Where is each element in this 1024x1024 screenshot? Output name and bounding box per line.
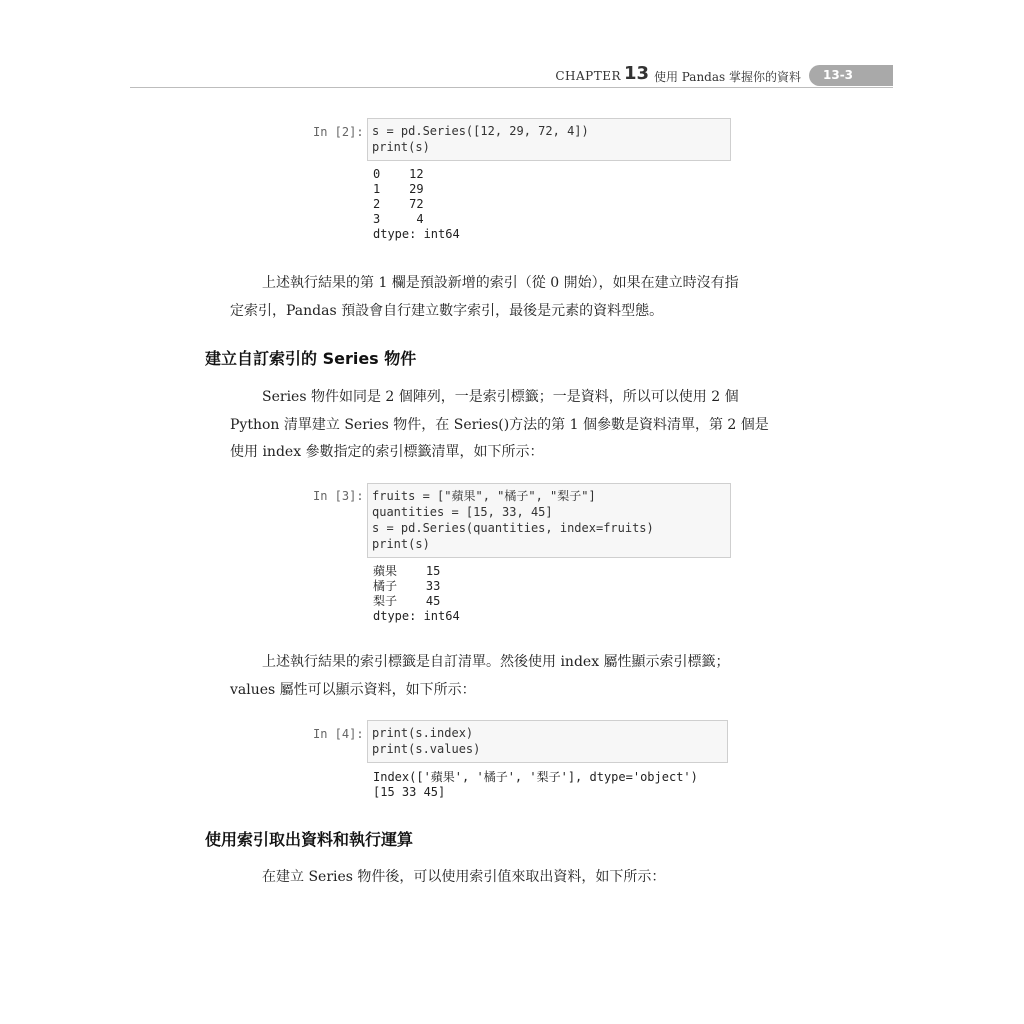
paragraph-line: 在建立 Series 物件後，可以使用索引值來取出資料，如下所示： [262,869,666,885]
cell-output [373,564,460,624]
chapter-label: CHAPTER [555,69,621,83]
output-line: 1 29 [373,182,424,196]
output-line: 橘子 33 [373,579,441,593]
output-line: 蘋果 15 [373,564,441,578]
page-header [130,62,893,88]
code-cell [367,118,731,161]
chapter-number: 13 [623,63,649,84]
output-line: [15 33 45] [373,785,446,799]
paragraph-line: 上述執行結果的索引標籤是自訂清單。然後使用 index 屬性顯示索引標籤； [262,654,730,670]
output-line: 2 72 [373,197,424,211]
code-line: print(s) [372,537,430,551]
paragraph-line: 上述執行結果的第 1 欄是預設新增的索引（從 0 開始），如果在建立時沒有指 [262,275,739,291]
code-line: print(s.values) [372,742,481,756]
output-line: Index(['蘋果', '橘子', '梨子'], dtype='object') [373,770,698,784]
code-line: print(s.index) [372,726,474,740]
paragraph-line: values 屬性可以顯示資料，如下所示： [230,682,476,698]
code-line: s = pd.Series(quantities, index=fruits) [372,521,654,535]
output-line: 0 12 [373,167,424,181]
output-line: 3 4 [373,212,424,226]
code-line: s = pd.Series([12, 29, 72, 4]) [372,124,589,138]
chapter-title: 使用 Pandas 掌握你的資料 [653,70,801,84]
code-line: quantities = [15, 33, 45] [372,505,553,519]
cell-prompt: In [4]: [313,727,364,741]
code-line: print(s) [372,140,430,154]
paragraph-line: 定索引，Pandas 預設會自行建立數字索引，最後是元素的資料型態。 [230,303,664,319]
code-cell [367,720,728,763]
cell-prompt: In [3]: [313,489,364,503]
cell-prompt: In [2]: [313,125,364,139]
paragraph-line: Series 物件如同是 2 個陣列，一是索引標籤；一是資料，所以可以使用 2 個 [262,389,739,405]
page-number: 13-3 [809,65,893,86]
section-heading: 建立自訂索引的 Series 物件 [205,349,417,368]
paragraph-line: 使用 index 參數指定的索引標籤清單，如下所示： [230,444,544,460]
code-cell [367,483,731,558]
output-line: 梨子 45 [373,594,441,608]
output-line: dtype: int64 [373,609,460,623]
code-line: fruits = ["蘋果", "橘子", "梨子"] [372,489,596,503]
section-heading: 使用索引取出資料和執行運算 [205,830,414,849]
output-line: dtype: int64 [373,227,460,241]
cell-output [373,167,460,242]
cell-output [373,770,698,800]
paragraph-line: Python 清單建立 Series 物件，在 Series()方法的第 1 個參數是資料清單，第 2 個是 [230,417,769,433]
